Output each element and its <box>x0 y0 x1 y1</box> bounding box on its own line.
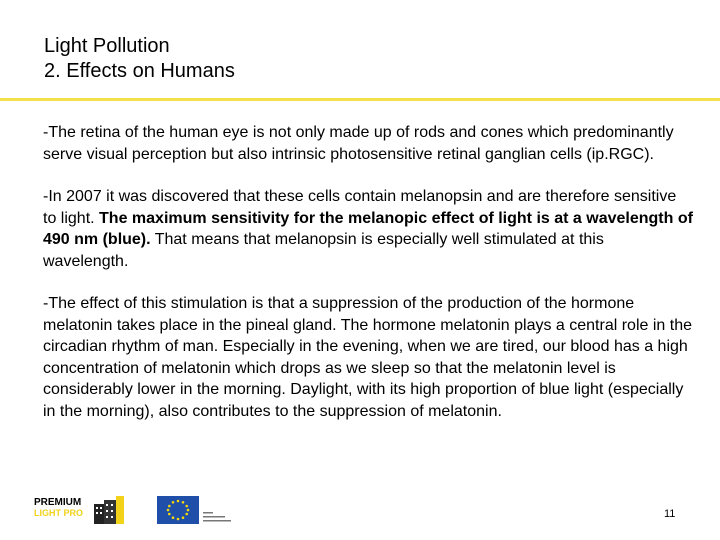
paragraph-melanopsin-text-b: That means that melanopsin is especially well stimulated at this wavelength. <box>43 231 604 270</box>
paragraph-melanopsin <box>43 186 693 272</box>
logo-text-premium: PREMIUM <box>34 497 82 508</box>
paragraph-melatonin-text: -The effect of this stimulation is that a suppression of the production of the hormone melatonin takes place in the pineal gland. The hormone melatonin plays a central role in the circadian rhythm of man. Especially in the evening, when we are tired, our blood has a high concentration of melatonin which drops as we sleep so that the melatonin level is considerably lower in the morning. Daylight, with its high proportion of blue light (especially in the morning), also contributes to the suppression of melatonin. <box>43 295 692 420</box>
page-number: 11 <box>664 508 676 520</box>
slide-title <box>44 34 235 84</box>
logo-text-light-pro: LIGHT PRO <box>34 508 83 518</box>
paragraph-retina-text: -The retina of the human eye is not only made up of rods and cones which predominantly serve visual perception but also intrinsic photosensitive retinal ganglian cells (ip.RGC). <box>43 124 674 163</box>
paragraph-retina <box>43 122 693 165</box>
building-icon <box>94 496 124 524</box>
title-line-2: 2. Effects on Humans <box>44 60 235 82</box>
paragraph-melatonin <box>43 293 693 422</box>
premium-light-pro-logo <box>32 492 127 526</box>
slide-body <box>43 122 693 443</box>
eu-flag-logo <box>157 496 235 524</box>
paragraph-melanopsin-bold: The maximum sensitivity for the melanopic effect of light is at a wavelength of 490 nm (blue). <box>43 209 693 248</box>
eu-funding-caption <box>203 512 231 522</box>
paragraph-melanopsin-text-a: -In 2007 it was discovered that these cells contain melanopsin and are therefore sensitive to light. <box>43 188 677 227</box>
title-divider <box>0 98 720 101</box>
title-line-1: Light Pollution <box>44 35 170 57</box>
